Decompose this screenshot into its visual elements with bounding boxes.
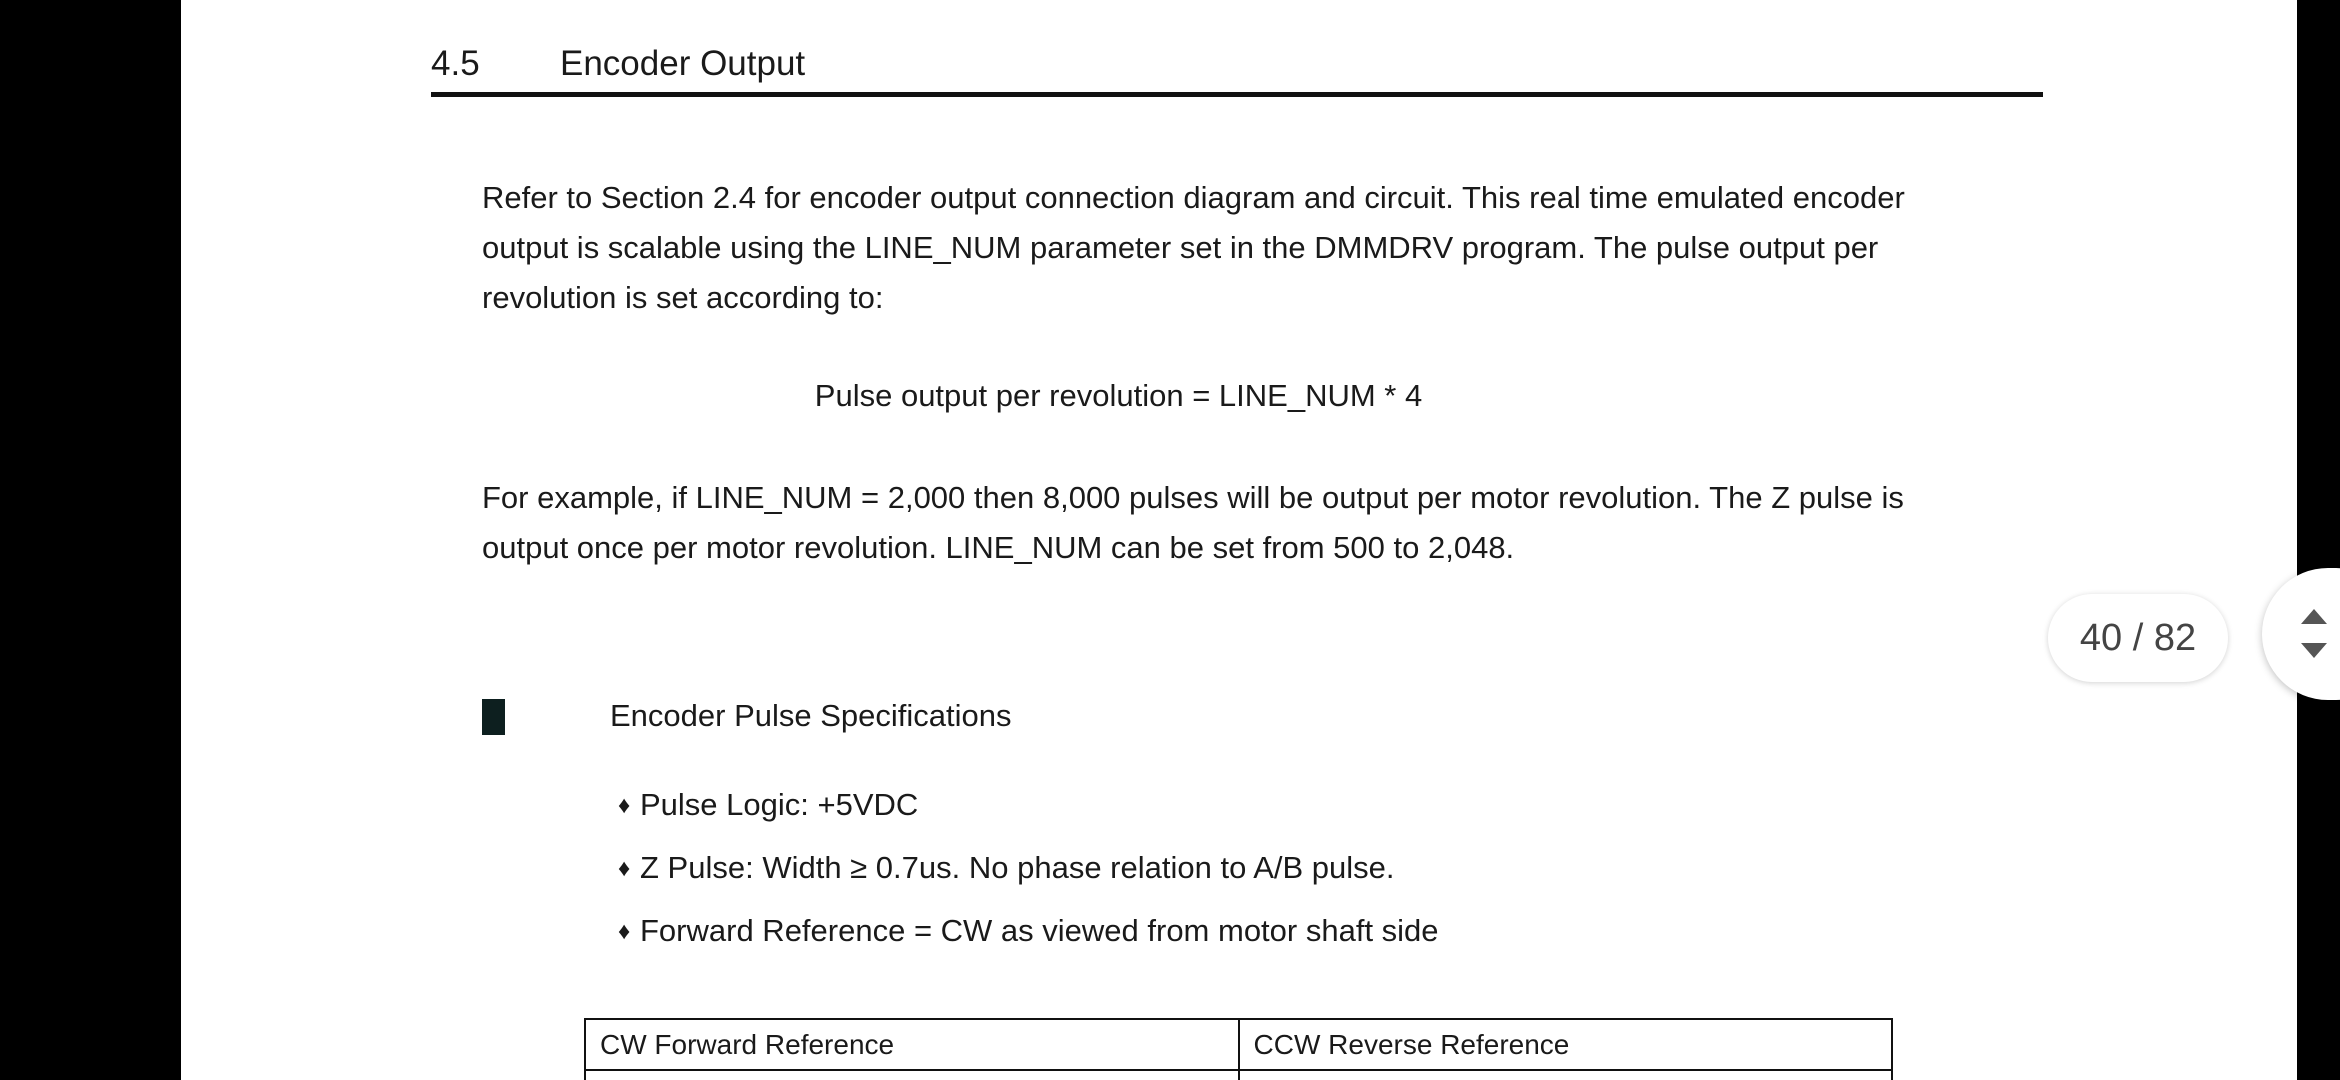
section-bullet-marker xyxy=(482,699,505,735)
intro-paragraph: Refer to Section 2.4 for encoder output connection diagram and circuit. This real time emulated encoder output is scalable using the LINE_NUM parameter set in the DMMDRV program. The pulse output per revolution is set according to: xyxy=(482,180,1905,315)
spec-item-text: Pulse Logic: +5VDC xyxy=(640,787,919,822)
section-title: Encoder Output xyxy=(560,44,806,83)
diamond-bullet-icon: ♦ xyxy=(618,855,631,882)
formula: Pulse output per revolution = LINE_NUM * 4 xyxy=(814,378,1423,413)
reference-table xyxy=(584,1018,1893,1080)
document-page xyxy=(181,0,2297,1080)
table-header-ccw: CCW Reverse Reference xyxy=(1239,1019,1893,1070)
table-row xyxy=(585,1070,1892,1080)
section-header xyxy=(431,40,2043,97)
spec-item xyxy=(618,780,1439,843)
page-indicator: 40 / 82 xyxy=(2048,594,2228,682)
spec-item xyxy=(618,906,1439,969)
table-header-row xyxy=(585,1019,1892,1070)
spec-list xyxy=(618,780,1439,969)
diamond-bullet-icon: ♦ xyxy=(618,792,631,819)
table-cell xyxy=(585,1070,1239,1080)
example-paragraph: For example, if LINE_NUM = 2,000 then 8,000 pulses will be output per motor revolution. The Z pulse is output once per motor revolution. LINE_NUM can be set from 500 to 2,048. xyxy=(482,480,1904,565)
scroll-up-arrow-icon xyxy=(2301,609,2327,624)
table-cell xyxy=(1239,1070,1893,1080)
specs-heading: Encoder Pulse Specifications xyxy=(610,698,1012,733)
scroll-down-arrow-icon xyxy=(2301,643,2327,658)
spec-item-text: Forward Reference = CW as viewed from motor shaft side xyxy=(640,913,1439,948)
table-header-cw: CW Forward Reference xyxy=(585,1019,1239,1070)
section-number: 4.5 xyxy=(431,44,480,83)
spec-item xyxy=(618,843,1439,906)
spec-item-text: Z Pulse: Width ≥ 0.7us. No phase relation to A/B pulse. xyxy=(640,850,1395,885)
diamond-bullet-icon: ♦ xyxy=(618,918,631,945)
